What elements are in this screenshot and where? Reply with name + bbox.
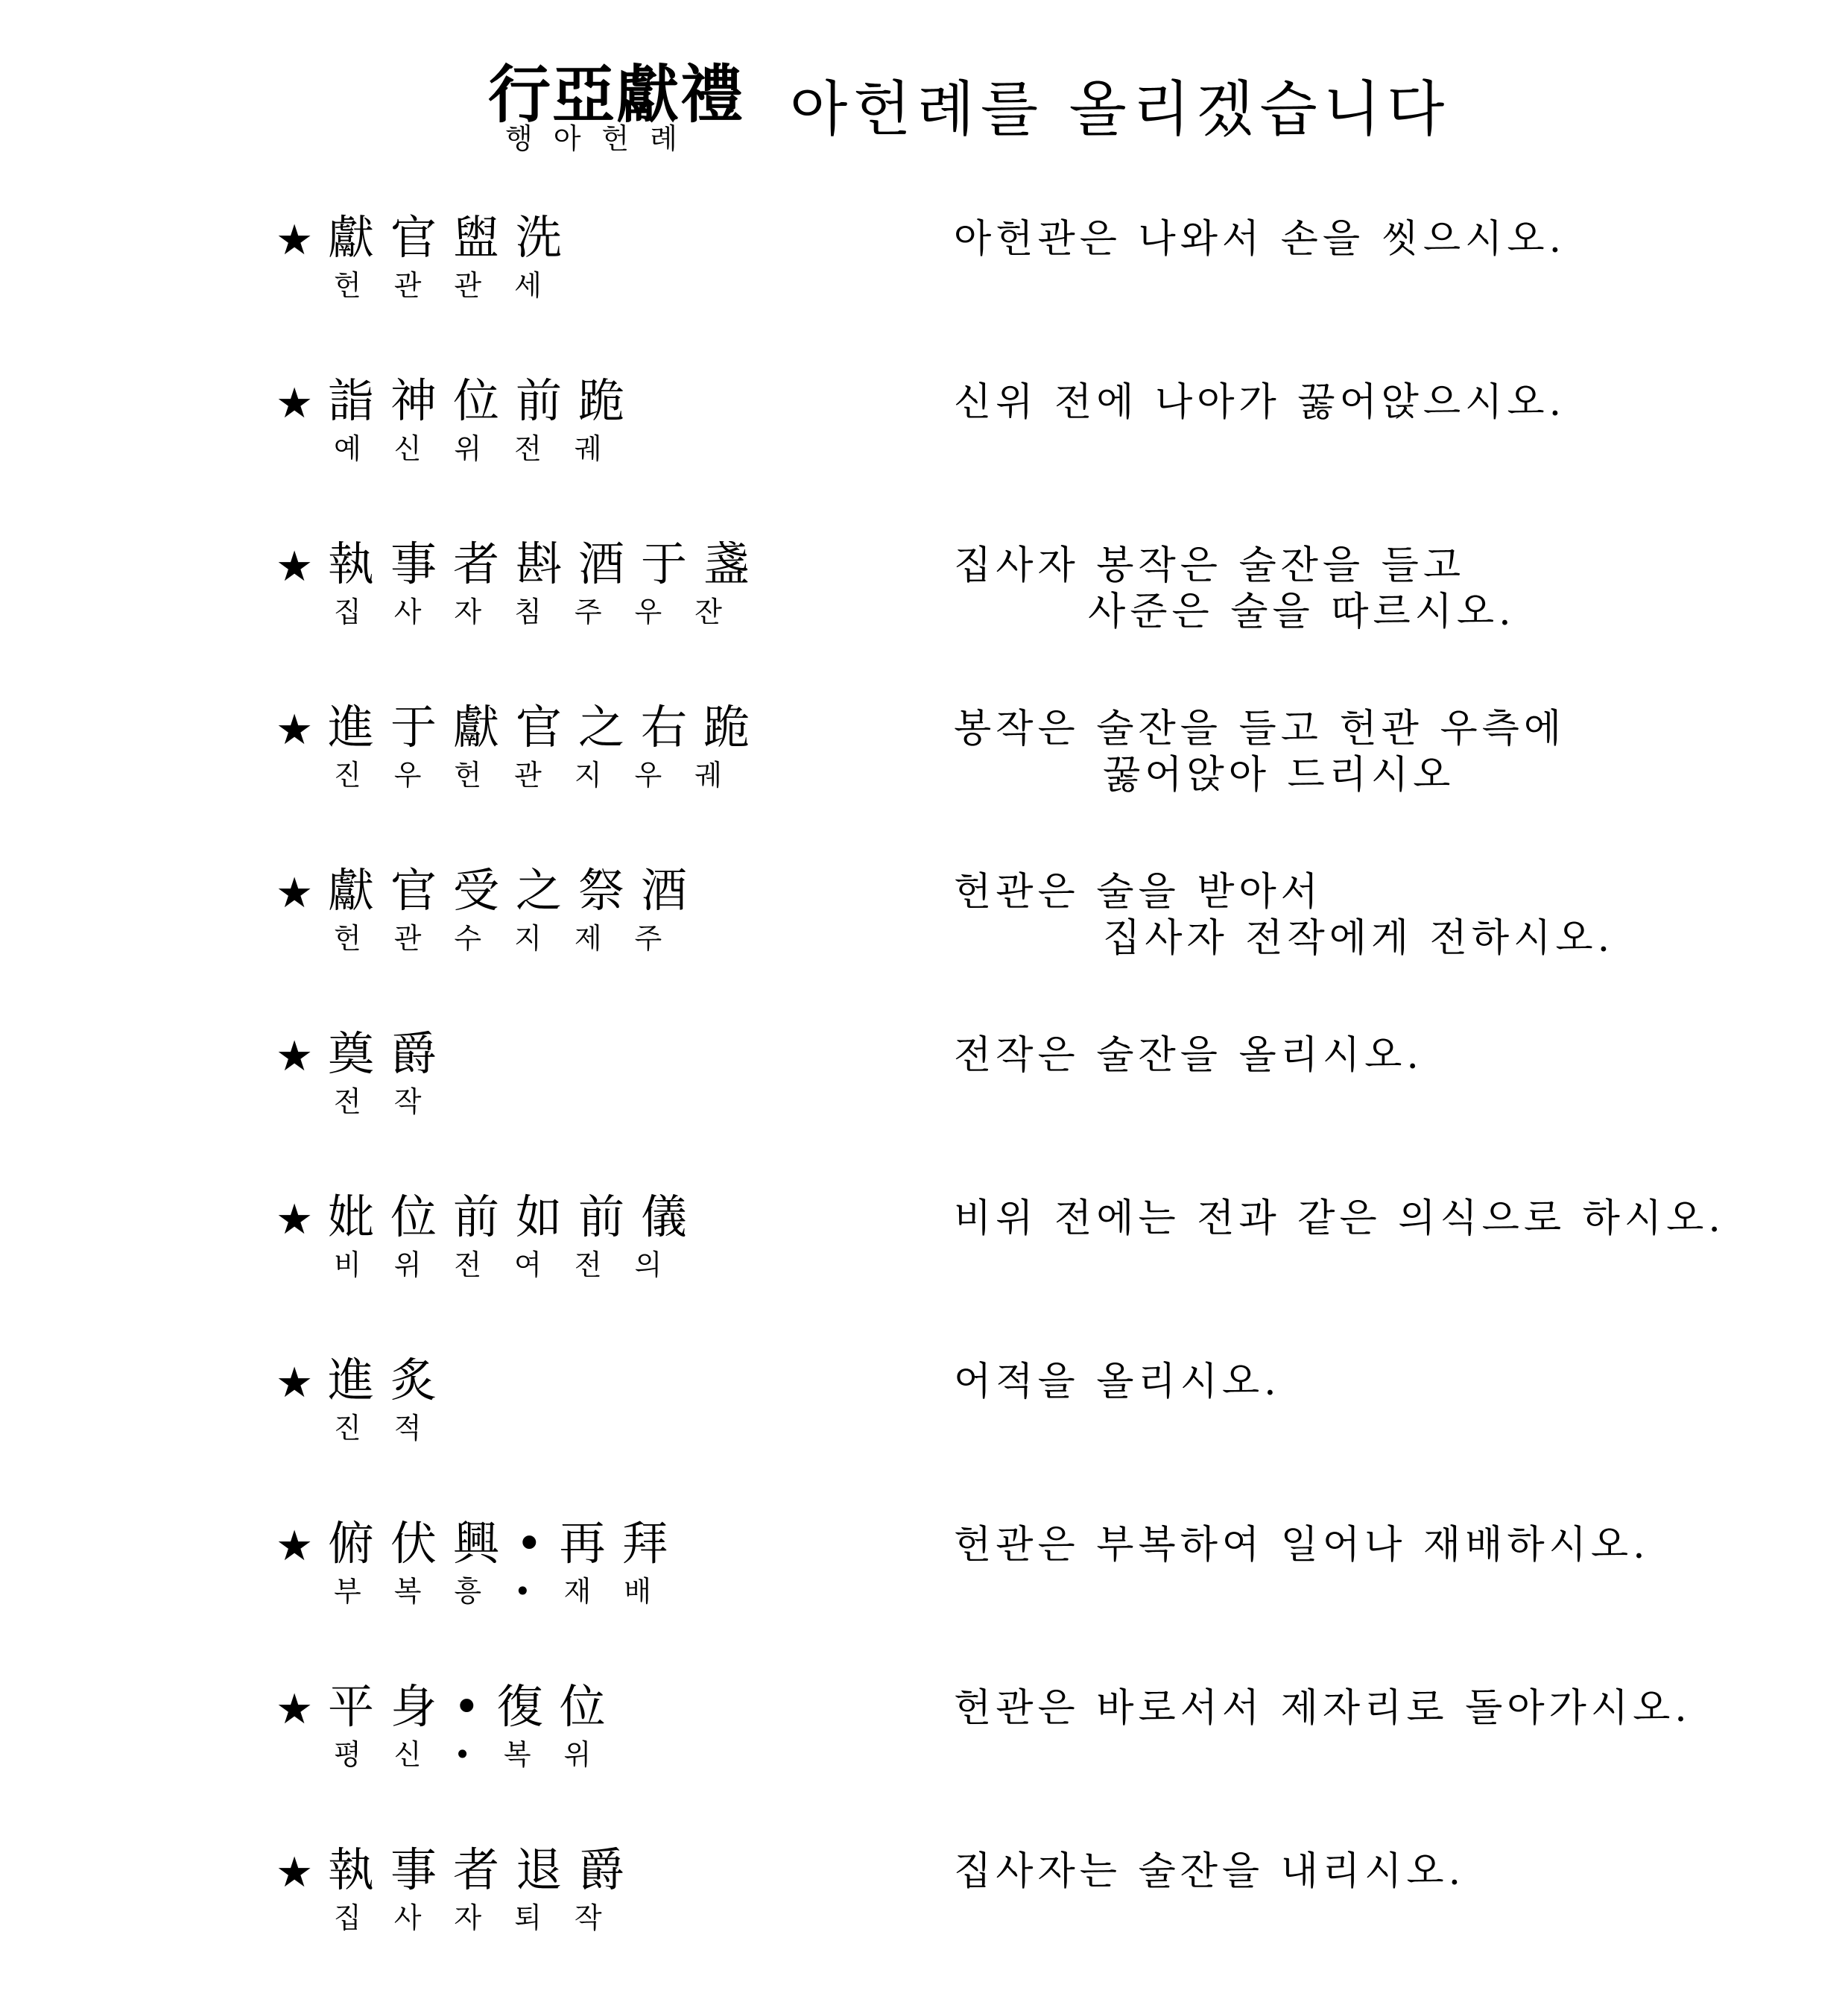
step-description: 어적을 올리시오. [954,1360,1281,1404]
step-reading: 부복흥•재배 [334,1575,684,1608]
step-hanja: 進于獻官之右跪 [328,700,767,754]
step-description-continued: 꿇어앉아 드리시오 [1103,753,1455,798]
star-icon: ★ [276,1359,314,1407]
step-reading: 비위전여전의 [334,1248,695,1281]
title-hanja: 行亞獻禮 [488,57,745,131]
step-hanja: 奠爵 [328,1026,454,1081]
title-reading: 행아헌례 [505,122,698,155]
step-description-continued: 사준은 술을 따르시오. [1088,590,1516,634]
page-header [0,45,1848,157]
step-reading: 헌관관세 [334,269,575,302]
step-reading: 평신•복위 [334,1738,624,1771]
list-item [0,373,1848,539]
step-reading: 예신위전궤 [334,432,635,465]
step-hanja: 獻官盥洗 [328,210,579,265]
list-item [0,1355,1848,1518]
step-description: 헌관은 부복하여 일어나 재배하시오. [954,1523,1650,1567]
step-hanja: 詣神位前跪 [328,373,642,428]
step-reading: 진적 [334,1412,455,1445]
star-icon: ★ [276,1685,314,1734]
step-reading: 집사자퇴작 [334,1901,635,1934]
star-icon: ★ [276,706,314,754]
step-hanja: 執事者退爵 [328,1843,642,1897]
list-item [0,1845,1848,2008]
step-description: 전작은 술잔을 올리시오. [954,1033,1423,1078]
step-hanja: 妣位前如前儀 [328,1190,704,1244]
star-icon: ★ [276,1522,314,1570]
step-description: 아헌관은 나와서 손을 씻으시오. [954,217,1566,262]
step-hanja: 獻官受之祭酒 [328,863,704,918]
list-item [0,865,1848,1029]
list-item [0,1192,1848,1355]
step-hanja: 進炙 [328,1353,454,1407]
step-hanja: 平身•復位 [328,1679,622,1734]
star-icon: ★ [276,869,314,918]
list-item [0,212,1848,376]
step-reading: 진우헌관지우궤 [334,759,755,792]
star-icon: ★ [276,379,314,428]
step-reading: 전작 [334,1085,455,1118]
star-icon: ★ [276,216,314,265]
star-icon: ★ [276,1196,314,1244]
step-description-continued: 집사자 전작에게 전하시오. [1103,916,1615,961]
step-description: 집사자 봉작은 술잔을 들고 [954,543,1466,588]
step-hanja: 執事者斟酒于盞 [328,537,767,591]
step-description: 봉작은 술잔을 들고 헌관 우측에 [954,707,1566,751]
list-item [0,1518,1848,1682]
star-icon: ★ [276,1848,314,1897]
step-description: 헌관은 바로서서 제자리로 돌아가시오. [954,1686,1692,1731]
star-icon: ★ [276,543,314,591]
list-item [0,1026,1848,1192]
list-item [0,702,1848,865]
step-hanja: 俯伏興•再拜 [328,1516,685,1570]
step-description: 헌관은 술을 받아서 [954,870,1323,915]
step-reading: 집사자침주우잔 [334,596,755,628]
step-description: 비위 전에는 전과 같은 의식으로 하시오. [954,1196,1725,1241]
page-title: 아헌례를 올리겠습니다 [790,75,1451,144]
step-description: 집사자는 술잔을 내리시오. [954,1849,1466,1894]
list-item [0,539,1848,702]
step-reading: 헌관수지제주 [334,922,695,955]
step-description: 신위 전에 나아가 꿇어앉으시오. [954,380,1566,425]
ritual-step-list [0,212,1848,2008]
star-icon: ★ [276,1032,314,1081]
list-item [0,1679,1848,1845]
